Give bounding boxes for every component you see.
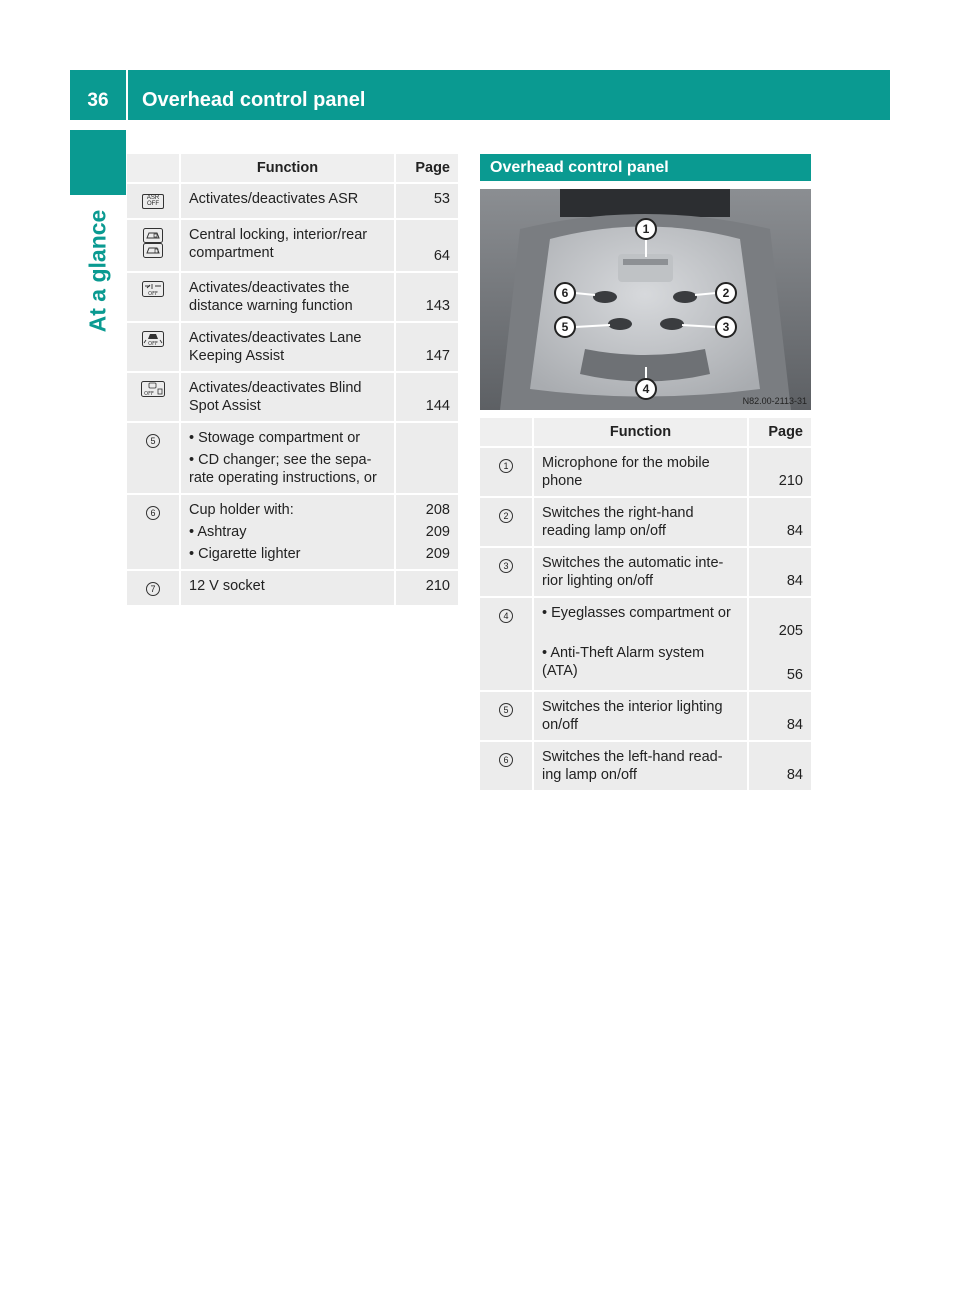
svg-text:OFF: OFF bbox=[148, 341, 158, 347]
function-cell: 12 V socket bbox=[181, 571, 396, 607]
table-row bbox=[127, 571, 458, 607]
blind-spot-off-icon bbox=[141, 381, 165, 397]
symbol-cell bbox=[480, 692, 534, 742]
function-text: Cup holder with: bbox=[189, 502, 294, 518]
symbol-cell bbox=[127, 273, 181, 323]
symbol-column-header bbox=[480, 418, 534, 448]
symbol-cell bbox=[127, 184, 181, 220]
callout-3-label: 3 bbox=[722, 320, 730, 334]
callout-5-icon: 5 bbox=[146, 434, 160, 448]
overhead-panel-illustration bbox=[480, 189, 811, 410]
symbol-cell bbox=[480, 448, 534, 498]
page-title: Overhead control panel bbox=[142, 89, 366, 111]
page-ref: 205 bbox=[778, 623, 803, 639]
page-ref: 56 bbox=[786, 667, 803, 683]
side-tab-label: At a glance bbox=[84, 209, 111, 333]
table-row bbox=[480, 692, 811, 742]
page-cell bbox=[396, 423, 458, 495]
function-column-header: Function bbox=[534, 418, 749, 448]
callout-6-icon: 6 bbox=[146, 506, 160, 520]
callout-4-label: 4 bbox=[642, 382, 650, 396]
distance-warning-off-icon bbox=[142, 281, 164, 297]
callout-5-icon: 5 bbox=[499, 703, 513, 717]
function-cell bbox=[181, 495, 396, 571]
page-ref: 208 bbox=[425, 502, 450, 518]
overhead-panel-figure bbox=[480, 189, 811, 410]
page-cell: 84 bbox=[749, 498, 811, 548]
table-header-row bbox=[127, 154, 458, 184]
symbol-cell bbox=[127, 323, 181, 373]
symbol-cell bbox=[127, 423, 181, 495]
left-function-table bbox=[127, 154, 458, 607]
function-cell: Switches the interior lighting on/off bbox=[534, 692, 749, 742]
table-row bbox=[480, 498, 811, 548]
symbol-cell bbox=[127, 571, 181, 607]
callout-5-label: 5 bbox=[561, 320, 569, 334]
table-row bbox=[480, 598, 811, 692]
callout-2-icon: 2 bbox=[499, 509, 513, 523]
function-cell: Activates/deactivates ASR bbox=[181, 184, 396, 220]
symbol-cell bbox=[480, 548, 534, 598]
page-number: 36 bbox=[87, 90, 109, 111]
page-cell: 144 bbox=[396, 373, 458, 423]
page-cell: 84 bbox=[749, 548, 811, 598]
page-cell: 147 bbox=[396, 323, 458, 373]
function-cell: Activates/deactivates Lane Keeping Assist bbox=[181, 323, 396, 373]
symbol-cell bbox=[480, 598, 534, 692]
bullet-item: • CD changer; see the sepa- rate operating instructions, or bbox=[189, 452, 377, 486]
table-row bbox=[127, 373, 458, 423]
section-heading: Overhead control panel bbox=[480, 154, 811, 181]
central-locking-icon bbox=[143, 228, 163, 243]
page-cell bbox=[396, 495, 458, 571]
side-tab-block bbox=[70, 130, 126, 195]
bullet-item: • Ashtray bbox=[189, 524, 247, 540]
bullet-item: • Anti-Theft Alarm system (ATA) bbox=[542, 645, 705, 679]
function-cell: Switches the right-hand reading lamp on/off bbox=[534, 498, 749, 548]
page-ref: 209 bbox=[425, 546, 450, 562]
table-row bbox=[127, 323, 458, 373]
function-cell: Activates/deactivates the distance warning function bbox=[181, 273, 396, 323]
table-row bbox=[127, 273, 458, 323]
callout-7-icon: 7 bbox=[146, 582, 160, 596]
table-row bbox=[480, 548, 811, 598]
page-column-header: Page bbox=[749, 418, 811, 448]
function-cell: Activates/deactivates Blind Spot Assist bbox=[181, 373, 396, 423]
callout-2-label: 2 bbox=[722, 286, 730, 300]
lane-keeping-off-icon bbox=[142, 331, 164, 347]
symbol-cell bbox=[127, 495, 181, 571]
rear-locking-icon bbox=[143, 243, 163, 258]
header-divider bbox=[126, 70, 128, 120]
table-row bbox=[127, 184, 458, 220]
page-cell: 84 bbox=[749, 742, 811, 792]
svg-text:OFF: OFF bbox=[144, 391, 154, 397]
symbol-column-header bbox=[127, 154, 181, 184]
bullet-item: • Stowage compartment or bbox=[189, 430, 361, 446]
table-row bbox=[127, 495, 458, 571]
asr-off-icon: ASR OFF bbox=[142, 194, 164, 209]
symbol-cell bbox=[127, 220, 181, 273]
table-row bbox=[127, 423, 458, 495]
bullet-item: • Cigarette lighter bbox=[189, 546, 301, 562]
page-header bbox=[70, 70, 890, 120]
table-row bbox=[127, 220, 458, 273]
page-cell bbox=[749, 598, 811, 692]
table-row bbox=[480, 448, 811, 498]
page-ref: 209 bbox=[425, 524, 450, 540]
callout-3-icon: 3 bbox=[499, 559, 513, 573]
function-cell: Microphone for the mobile phone bbox=[534, 448, 749, 498]
callout-1-label: 1 bbox=[642, 222, 650, 236]
page-cell: 53 bbox=[396, 184, 458, 220]
page-cell: 84 bbox=[749, 692, 811, 742]
symbol-cell bbox=[480, 742, 534, 792]
callout-1-icon: 1 bbox=[499, 459, 513, 473]
side-tab bbox=[70, 206, 126, 336]
page-cell: 210 bbox=[749, 448, 811, 498]
svg-text:OFF: OFF bbox=[148, 291, 158, 297]
page-cell: 210 bbox=[396, 571, 458, 607]
function-cell: Switches the automatic inte- rior lighting on/off bbox=[534, 548, 749, 598]
table-header-row bbox=[480, 418, 811, 448]
function-cell bbox=[181, 423, 396, 495]
table-row bbox=[480, 742, 811, 792]
figure-code: N82.00-2113-31 bbox=[742, 396, 807, 406]
callout-4-icon: 4 bbox=[499, 609, 513, 623]
page-column-header: Page bbox=[396, 154, 458, 184]
function-cell bbox=[534, 598, 749, 692]
symbol-cell bbox=[480, 498, 534, 548]
function-column-header: Function bbox=[181, 154, 396, 184]
callout-6-icon: 6 bbox=[499, 753, 513, 767]
function-cell: Switches the left-hand read- ing lamp on/off bbox=[534, 742, 749, 792]
callout-6-label: 6 bbox=[561, 286, 569, 300]
function-cell: Central locking, interior/rear compartment bbox=[181, 220, 396, 273]
right-function-table bbox=[480, 418, 811, 792]
bullet-item: • Eyeglasses compartment or bbox=[542, 605, 731, 621]
symbol-cell bbox=[127, 373, 181, 423]
page-cell: 64 bbox=[396, 220, 458, 273]
page-cell: 143 bbox=[396, 273, 458, 323]
